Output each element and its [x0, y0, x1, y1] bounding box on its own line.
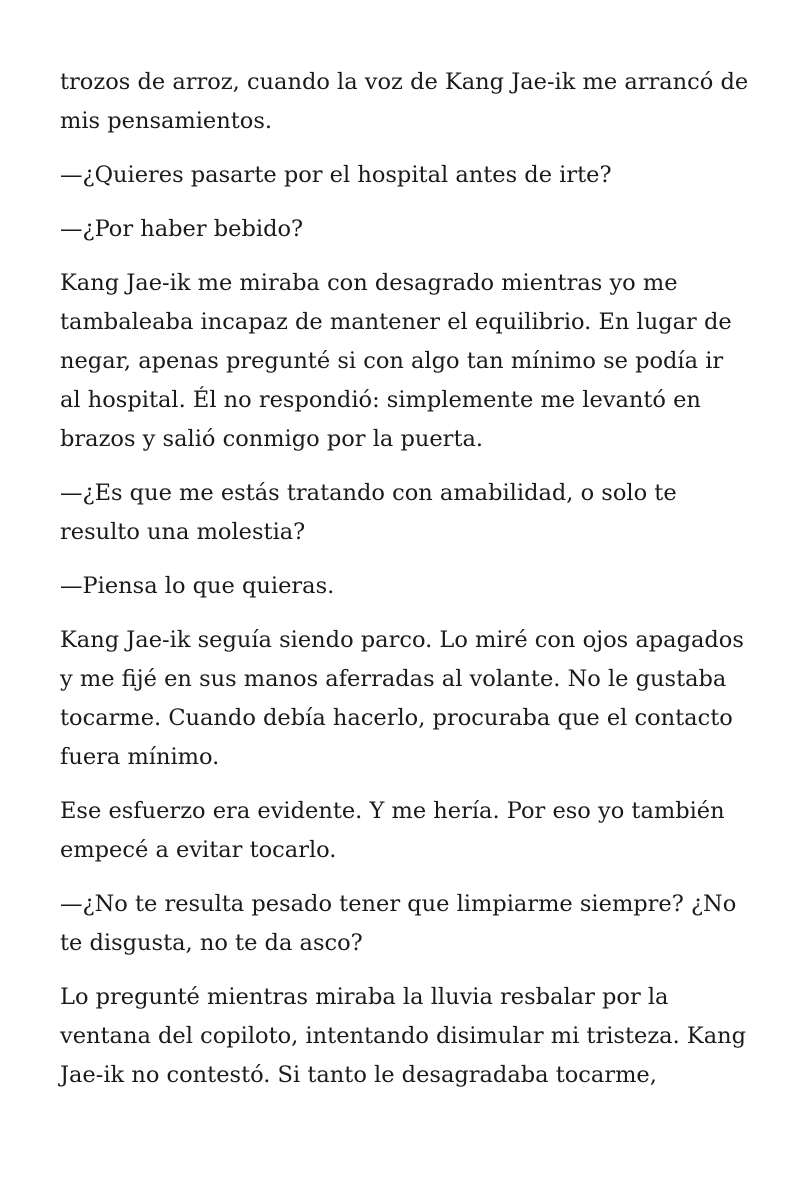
paragraph: —Piensa lo que quieras. [60, 573, 335, 599]
paragraph: —¿Quieres pasarte por el hospital antes de irte? [60, 162, 612, 188]
paragraph: —¿Es que me estás tratando con amabilidad, o solo te resulto una molestia? [60, 480, 677, 545]
paragraph: Kang Jae-ik seguía siendo parco. Lo miré con ojos apagados y me fijé en sus manos aferradas al volante. No le gustaba tocarme. Cuando debía hacerlo, procuraba que el contacto fuera mínimo. [60, 627, 744, 770]
paragraph: Ese esfuerzo era evidente. Y me hería. Por eso yo también empecé a evitar tocarlo. [60, 798, 725, 863]
paragraph: —¿No te resulta pesado tener que limpiarme siempre? ¿No te disgusta, no te da asco? [60, 891, 737, 956]
document-page [60, 63, 750, 1110]
paragraph: —¿Por haber bebido? [60, 216, 304, 242]
paragraph: Lo pregunté mientras miraba la lluvia resbalar por la ventana del copiloto, intentando disimular mi tristeza. Kang Jae-ik no contestó. Si tanto le desagradaba tocarme, [60, 984, 747, 1088]
paragraph: trozos de arroz, cuando la voz de Kang Jae-ik me arrancó de mis pensamientos. [60, 69, 749, 134]
paragraph: Kang Jae-ik me miraba con desagrado mientras yo me tambaleaba incapaz de mantener el equilibrio. En lugar de negar, apenas pregunté si con algo tan mínimo se podía ir al hospital. Él no respondió: simplemente me levantó en brazos y salió conmigo por la puerta. [60, 270, 732, 452]
